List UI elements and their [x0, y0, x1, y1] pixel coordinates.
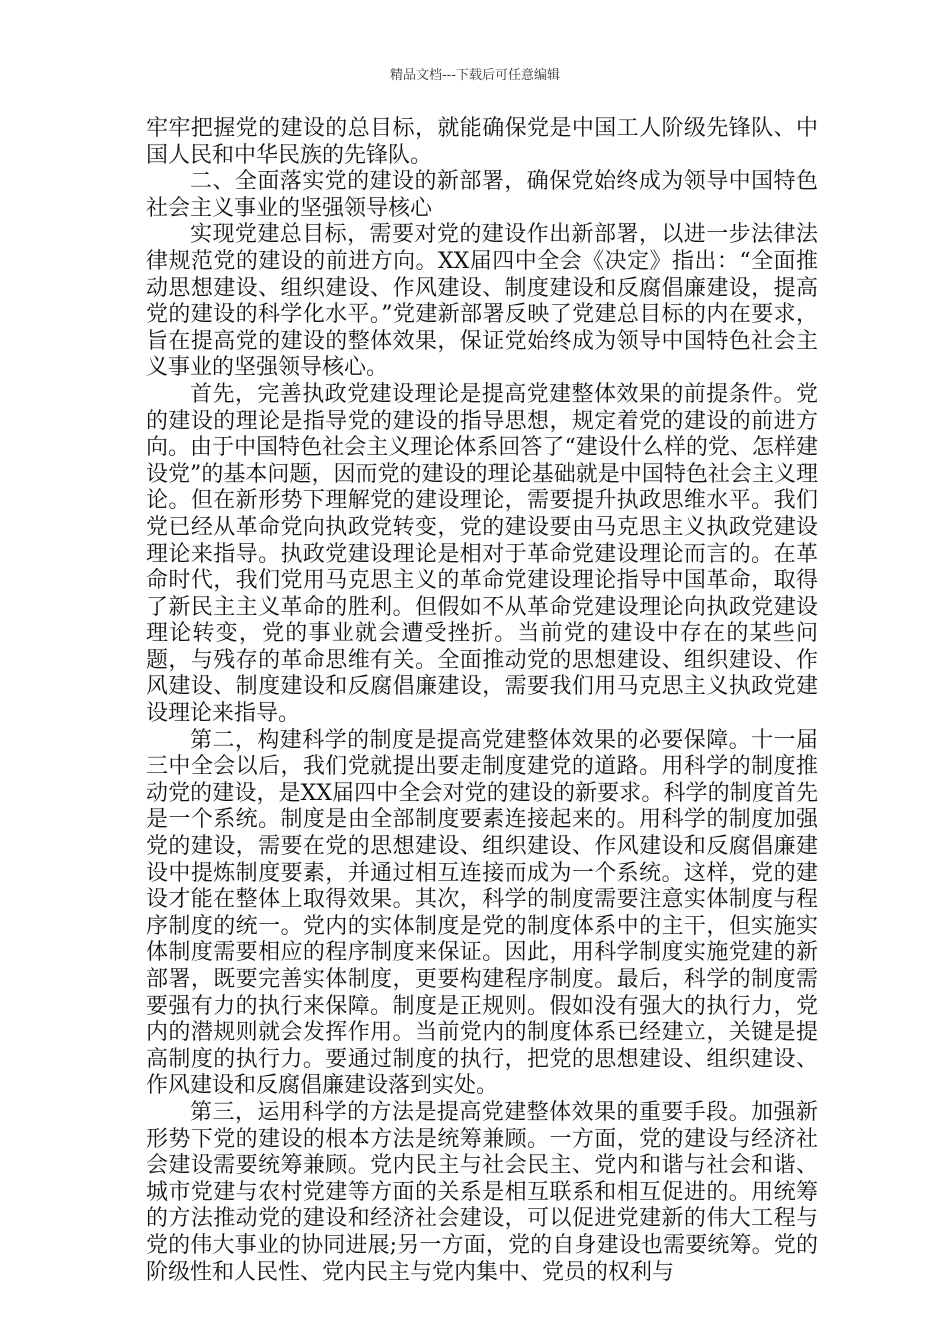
- paragraph: 首先，完善执政党建设理论是提高党建整体效果的前提条件。党的建设的理论是指导党的建设的指导思想，规定着党的建设的前进方向。由于中国特色社会主义理论体系回答了“建设什么样的党、怎样建设党”的基本问题，因而党的建设的理论基础就是中国特色社会主义理论。但在新形势下理解党的建设理论，需要提升执政思维水平。我们党已经从革命党向执政党转变，党的建设要由马克思主义执政党建设理论来指导。执政党建设理论是相对于革命党建设理论而言的。在革命时代，我们党用马克思主义的革命党建设理论指导中国革命，取得了新民主主义革命的胜利。但假如不从革命党建设理论向执政党建设理论转变，党的事业就会遭受挫折。当前党的建设中存在的某些问题，与残存的革命思维有关。全面推动党的思想建设、组织建设、作风建设、制度建设和反腐倡廉建设，需要我们用马克思主义执政党建设理论来指导。: [146, 381, 818, 727]
- paragraph: 实现党建总目标，需要对党的建设作出新部署，以进一步法律法律规范党的建设的前进方向。XX届四中全会《决定》指出：“全面推动思想建设、组织建设、作风建设、制度建设和反腐倡廉建设，提高党的建设的科学化水平。”党建新部署反映了党建总目标的内在要求，旨在提高党的建设的整体效果，保证党始终成为领导中国特色社会主义事业的坚强领导核心。: [146, 222, 818, 381]
- section-heading: 二、全面落实党的建设的新部署，确保党始终成为领导中国特色社会主义事业的坚强领导核心: [146, 169, 818, 221]
- document-body: [146, 116, 818, 1286]
- paragraph: 牢牢把握党的建设的总目标，就能确保党是中国工人阶级先锋队、中国人民和中华民族的先锋队。: [146, 116, 818, 168]
- page-header: 精品文档---下载后可任意编辑: [389, 68, 561, 83]
- paragraph: 第三，运用科学的方法是提高党建整体效果的重要手段。加强新形势下党的建设的根本方法是统筹兼顾。一方面，党的建设与经济社会建设需要统筹兼顾。党内民主与社会民主、党内和谐与社会和谐、城市党建与农村党建等方面的关系是相互联系和相互促进的。用统筹的方法推动党的建设和经济社会建设，可以促进党建新的伟大工程与党的伟大事业的协同进展;另一方面，党的自身建设也需要统筹。党的阶级性和人民性、党内民主与党内集中、党员的权利与: [146, 1099, 818, 1285]
- paragraph: 第二，构建科学的制度是提高党建整体效果的必要保障。十一届三中全会以后，我们党就提出要走制度建党的道路。用科学的制度推动党的建设，是XX届四中全会对党的建设的新要求。科学的制度首先是一个系统。制度是由全部制度要素连接起来的。用科学的制度加强党的建设，需要在党的思想建设、组织建设、作风建设和反腐倡廉建设中提炼制度要素，并通过相互连接而成为一个系统。这样，党的建设才能在整体上取得效果。其次，科学的制度需要注意实体制度与程序制度的统一。党内的实体制度是党的制度体系中的主干，但实施实体制度需要相应的程序制度来保证。因此，用科学制度实施党建的新部署，既要完善实体制度，更要构建程序制度。最后，科学的制度需要强有力的执行来保障。制度是正规则。假如没有强大的执行力，党内的潜规则就会发挥作用。当前党内的制度体系已经建立，关键是提高制度的执行力。要通过制度的执行，把党的思想建设、组织建设、作风建设和反腐倡廉建设落到实处。: [146, 727, 818, 1099]
